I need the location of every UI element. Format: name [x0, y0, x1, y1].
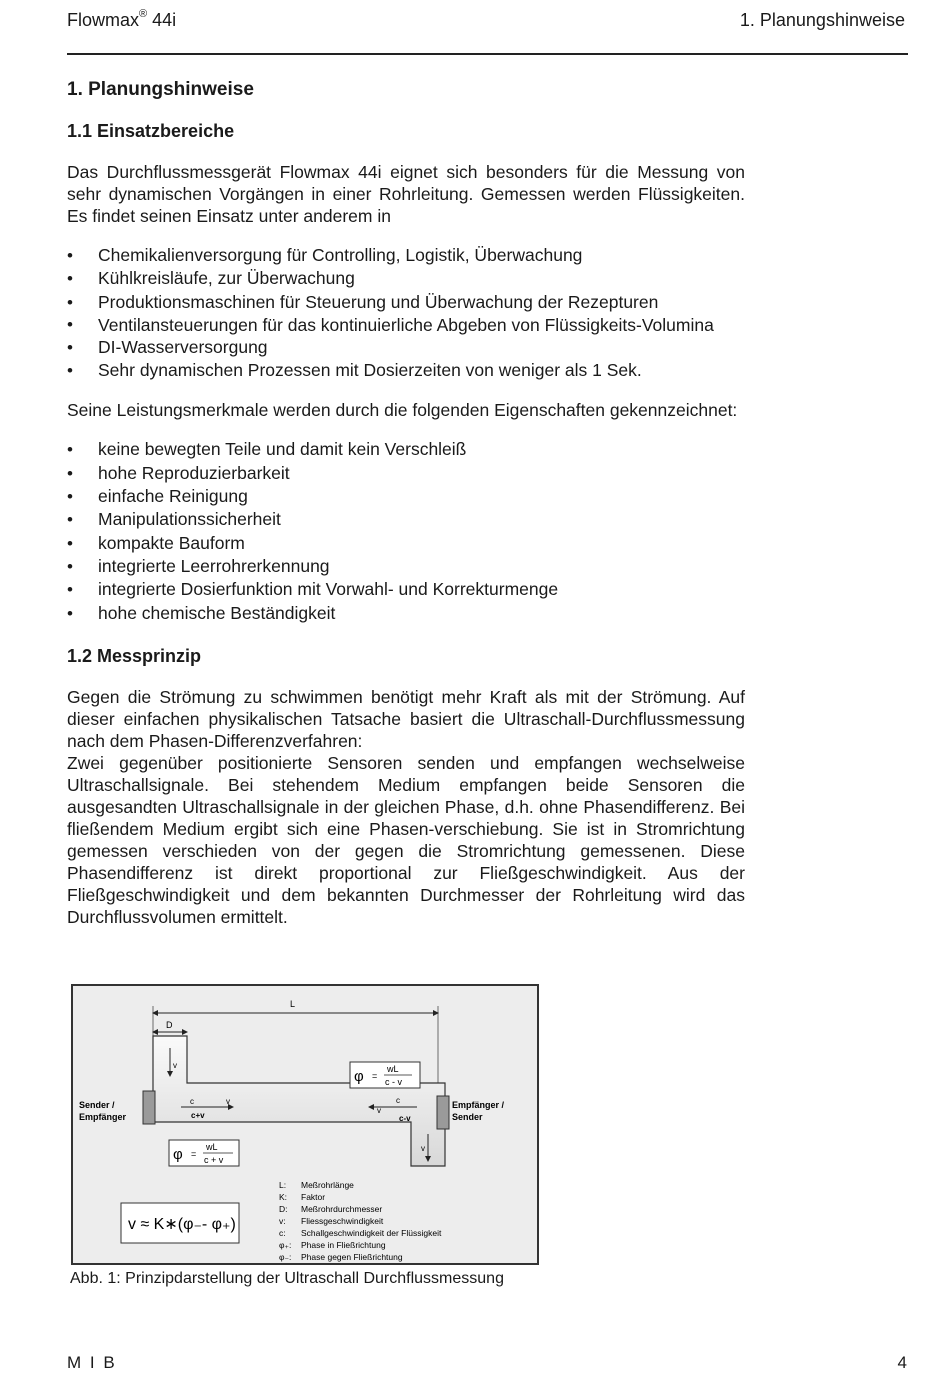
eq-num-plus: wL: [206, 1142, 218, 1152]
phi-plus: φ: [173, 1146, 183, 1163]
list-item: • einfache Reinigung: [67, 485, 745, 508]
footer-company: M I B: [67, 1353, 117, 1372]
legend-text: Faktor: [301, 1192, 326, 1202]
uses-list: [67, 244, 745, 382]
eq-sign: =: [191, 1149, 197, 1159]
legend-text: Phase gegen Fließrichtung: [301, 1252, 403, 1262]
label-v-out: v: [421, 1144, 425, 1153]
features-list: [67, 438, 745, 624]
product-name: Flowmax: [67, 10, 140, 30]
label-sender-right-1: Empfänger /: [452, 1100, 505, 1110]
legend-text: Meßrohrlänge: [301, 1180, 354, 1190]
eq-sign: =: [372, 1071, 378, 1081]
list-item: • Ventilansteuerungen für das kontinuierliche Abgeben von Flüssigkeits-Volumina: [67, 314, 745, 336]
legend: [279, 1180, 442, 1262]
main-content: [67, 78, 745, 928]
label-sender-left-1: Sender /: [79, 1100, 115, 1110]
principle-paragraph-2: Zwei gegenüber positionierte Sensoren senden und empfangen wechselweise Ultraschallsignale. Bei stehendem Medium empfangen beide Sensoren die ausgesandten Ultraschallsignale in der gleichen Phase, d.h. ohne Phasendifferenz. Bei fließendem Medium ergibt sich eine Phasen-verschiebung. Sie ist in Stromrichtung gemessen verschieden von der gegen die Stromrichtung gemessenen. Diese Phasendifferenz ist direkt proportional zur Fließgeschwindigkeit. Aus der Fließgeschwindigkeit und dem bekannten Durchmesser der Rohrleitung wird das Durchflussvolumen ermittelt.: [67, 752, 745, 927]
label-v-forward: v: [226, 1097, 230, 1106]
label-v-back: v: [377, 1106, 381, 1115]
eq-den-minus: c - v: [385, 1077, 402, 1087]
legend-text: Fliessgeschwindigkeit: [301, 1216, 384, 1226]
sensor-right: [437, 1096, 449, 1129]
list-item: • kompakte Bauform: [67, 532, 745, 555]
label-sender-left-2: Empfänger: [79, 1112, 127, 1122]
legend-key: D:: [279, 1204, 288, 1214]
figure-caption: Abb. 1: Prinzipdarstellung der Ultraschall Durchflussmessung: [70, 1270, 504, 1287]
label-c-forward: c: [190, 1097, 194, 1106]
legend-key: L:: [279, 1180, 287, 1190]
principle-paragraph-1: Gegen die Strömung zu schwimmen benötigt mehr Kraft als mit der Strömung. Auf dieser einfachen physikalischen Tatsache basiert die Ultraschall-Durchflussmessung nach dem Phasen-Differenzverfahren:: [67, 686, 745, 751]
header-product: [67, 10, 176, 31]
label-d: D: [166, 1020, 173, 1030]
list-item: • integrierte Leerrohrerkennung: [67, 555, 745, 578]
list-item: • Chemikalienversorgung für Controlling, Logistik, Überwachung: [67, 244, 745, 267]
eq-num-minus: wL: [387, 1064, 399, 1074]
subsection-title-einsatzbereiche: 1.1 Einsatzbereiche: [67, 121, 235, 141]
legend-key: φ₋:: [279, 1252, 292, 1262]
legend-text: Phase in Fließrichtung: [301, 1240, 386, 1250]
label-cmv: c-v: [399, 1114, 411, 1123]
registered-mark: ®: [139, 8, 148, 20]
subsection-title-messprinzip: 1.2 Messprinzip: [67, 645, 202, 666]
intro-paragraph: Das Durchflussmessgerät Flowmax 44i eignet sich besonders für die Messung von sehr dynamischen Vorgängen in einer Rohrleitung. Gemessen werden Flüssigkeiten. Es findet seinen Einsatz unter anderem in: [67, 162, 745, 226]
main-formula: v ≈ K∗(φ₋- φ₊): [128, 1216, 236, 1233]
label-cpv: c+v: [191, 1111, 205, 1120]
label-l: L: [290, 999, 296, 1009]
header-divider: [67, 53, 908, 55]
diagram-svg: [73, 986, 537, 1263]
principle-diagram: [71, 984, 539, 1265]
section-title: 1. Planungshinweise: [67, 79, 254, 100]
legend-key: v:: [279, 1216, 286, 1226]
legend-text: Meßrohrdurchmesser: [301, 1204, 383, 1214]
list-item: • Sehr dynamischen Prozessen mit Dosierzeiten von weniger als 1 Sek.: [67, 359, 745, 382]
list-item: • DI-Wasserversorgung: [67, 336, 745, 359]
header-chapter: 1. Planungshinweise: [739, 10, 905, 30]
list-item: • Manipulationssicherheit: [67, 508, 745, 531]
list-item: • Kühlkreisläufe, zur Überwachung: [67, 267, 745, 290]
list-item: • hohe chemische Beständigkeit: [67, 602, 745, 625]
legend-text: Schallgeschwindigkeit der Flüssigkeit: [301, 1228, 442, 1238]
legend-key: c:: [279, 1228, 286, 1238]
label-c-back: c: [396, 1096, 400, 1105]
list-item: • keine bewegten Teile und damit kein Verschleiß: [67, 438, 745, 461]
legend-key: K:: [279, 1192, 288, 1202]
eq-den-plus: c + v: [204, 1155, 224, 1165]
features-intro: Seine Leistungsmerkmale werden durch die folgenden Eigenschaften gekennzeichnet:: [67, 400, 738, 421]
sensor-left: [143, 1091, 155, 1124]
list-item: • hohe Reproduzierbarkeit: [67, 462, 745, 485]
legend-key: φ₊:: [279, 1240, 292, 1250]
list-item: • integrierte Dosierfunktion mit Vorwahl- und Korrekturmenge: [67, 578, 745, 601]
label-sender-right-2: Sender: [452, 1112, 483, 1122]
list-item: • Produktionsmaschinen für Steuerung und Überwachung der Rezepturen: [67, 291, 745, 314]
page-number: 4: [897, 1353, 907, 1372]
label-v-in: v: [173, 1061, 177, 1070]
phi-minus: φ: [354, 1068, 364, 1085]
product-model: 44i: [152, 10, 177, 30]
